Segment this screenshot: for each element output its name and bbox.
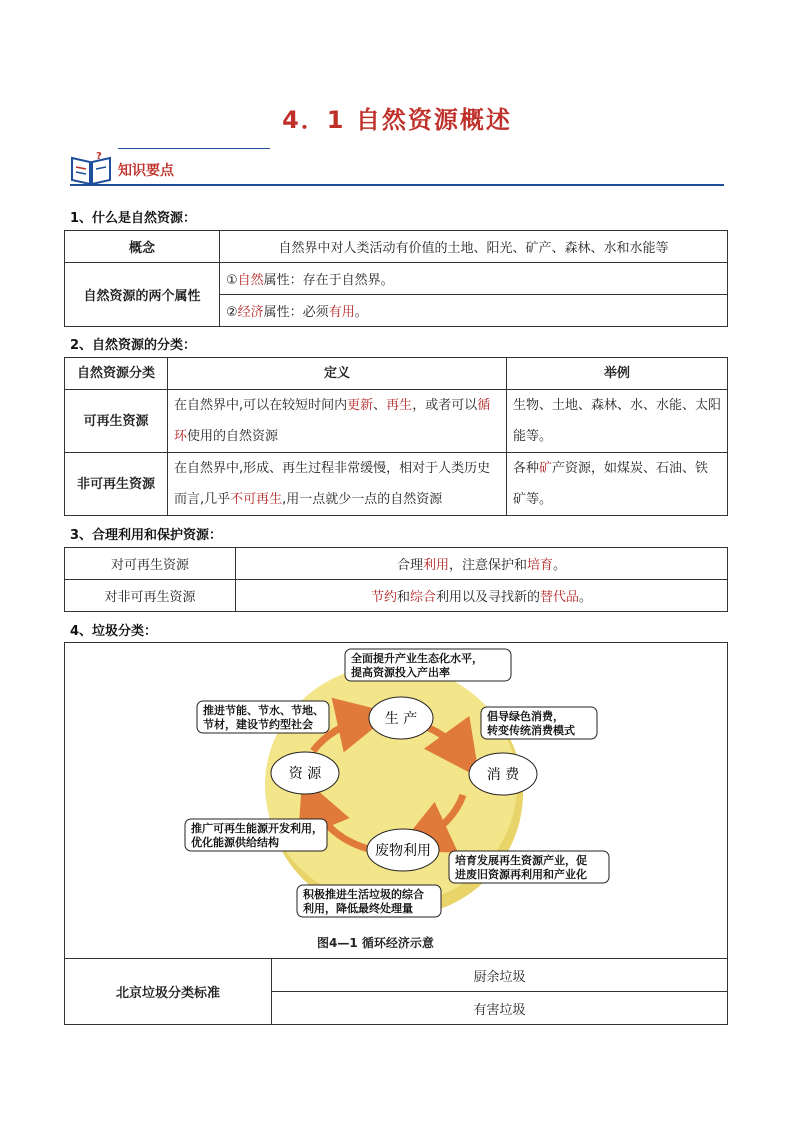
renewable-definition: 在自然界中,可以在较短时间内更新、再生，或者可以循环使用的自然资源: [168, 390, 507, 453]
circular-economy-diagram: [65, 643, 727, 954]
diagram-caption: 图4—1 循环经济示意: [317, 936, 434, 950]
svg-text:提高资源投入产出率: 提高资源投入产出率: [351, 666, 450, 679]
classification-table: [64, 357, 728, 516]
note-left: [185, 819, 327, 851]
svg-text:倡导绿色消费，: 倡导绿色消费，: [487, 710, 564, 723]
node-production: [369, 697, 433, 739]
note-top-right: [481, 707, 597, 739]
node-consumption: [469, 753, 537, 795]
nonrenewable-policy: 节约和综合利用以及寻找新的替代品。: [236, 580, 728, 612]
header-rule: [70, 184, 724, 186]
renewable-label: 可再生资源: [65, 390, 168, 453]
nonrenewable-example: 各种矿产资源，如煤炭、石油、铁矿等。: [507, 453, 728, 516]
section3-heading: 3、合理利用和保护资源：: [70, 528, 223, 543]
book-icon: [70, 150, 112, 186]
svg-text:培育发展再生资源产业，促: 培育发展再生资源产业，促: [455, 854, 587, 867]
note-top-left: [197, 701, 329, 733]
protection-table: [64, 547, 728, 612]
natural-resource-table: [64, 230, 728, 327]
renewable-policy: 合理利用，注意保护和培育。: [236, 548, 728, 580]
svg-text:消 费: 消 费: [486, 767, 520, 783]
circular-economy-diagram-cell: [65, 643, 728, 959]
concept-label: 概念: [65, 231, 220, 263]
svg-text:生 产: 生 产: [384, 711, 418, 727]
note-top: [345, 649, 511, 681]
svg-text:节材，建设节约型社会: 节材，建设节约型社会: [203, 718, 313, 731]
garbage-table: [64, 642, 728, 1025]
nonrenewable-label: 非可再生资源: [65, 453, 168, 516]
attribute-economic: ②经济属性：必须有用。: [220, 295, 728, 327]
svg-text:废物利用: 废物利用: [375, 843, 431, 859]
header-top-rule: [118, 148, 270, 149]
attribute-natural: ①自然属性：存在于自然界。: [220, 263, 728, 295]
section2-heading: 2、自然资源的分类：: [70, 338, 197, 353]
svg-text:优化能源供给结构: 优化能源供给结构: [191, 836, 279, 849]
svg-text:转变传统消费模式: 转变传统消费模式: [487, 724, 575, 737]
header-definition: 定义: [168, 358, 507, 390]
svg-text:资 源: 资 源: [288, 766, 322, 782]
svg-text:进废旧资源再利用和产业化: 进废旧资源再利用和产业化: [455, 868, 587, 881]
svg-text:利用，降低最终处理量: 利用，降低最终处理量: [303, 902, 413, 915]
node-waste: [367, 829, 439, 871]
beijing-standard-label: 北京垃圾分类标准: [65, 959, 272, 1025]
nonrenewable-definition: 在自然界中,形成、再生过程非常缓慢，相对于人类历史而言,几乎不可再生,用一点就少一点的自然资源: [168, 453, 507, 516]
svg-text:积极推进生活垃圾的综合: 积极推进生活垃圾的综合: [303, 888, 424, 901]
category-kitchen-waste: 厨余垃圾: [272, 959, 728, 992]
note-right: [449, 851, 609, 883]
header-classification: 自然资源分类: [65, 358, 168, 390]
page-title: 4．1 自然资源概述: [282, 106, 512, 134]
attributes-label: 自然资源的两个属性: [65, 263, 220, 327]
note-bottom: [297, 885, 441, 917]
knowledge-label: 知识要点: [118, 163, 174, 179]
category-hazardous-waste: 有害垃圾: [272, 992, 728, 1025]
svg-text:全面提升产业生态化水平，: 全面提升产业生态化水平，: [351, 652, 483, 665]
svg-text:推广可再生能源开发利用，: 推广可再生能源开发利用，: [191, 822, 323, 835]
concept-text: 自然界中对人类活动有价值的土地、阳光、矿产、森林、水和水能等: [220, 231, 728, 263]
node-resources: [271, 752, 339, 794]
section1-heading: 1、什么是自然资源：: [70, 211, 197, 226]
renewable-policy-label: 对可再生资源: [65, 548, 236, 580]
nonrenewable-policy-label: 对非可再生资源: [65, 580, 236, 612]
section4-heading: 4、垃圾分类：: [70, 624, 158, 639]
knowledge-header: [70, 148, 724, 188]
svg-text:推进节能、节水、节地、: 推进节能、节水、节地、: [203, 704, 324, 717]
svg-text:?: ?: [96, 151, 102, 162]
header-example: 举例: [507, 358, 728, 390]
renewable-example: 生物、土地、森林、水、水能、太阳能等。: [507, 390, 728, 453]
